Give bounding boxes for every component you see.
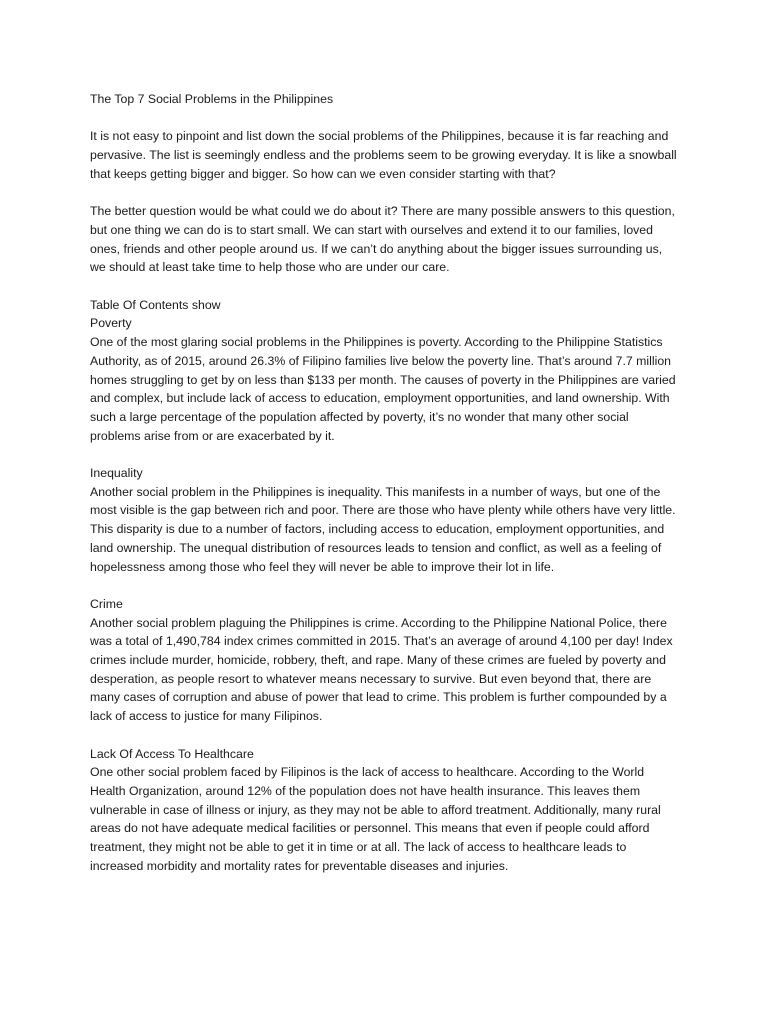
section-body-crime: Another social problem plaguing the Philippines is crime. According to the Philippine National Police, there was a total of 1,490,784 index crimes committed in 2015. That’s an average of around 4,100 per day! Index crimes include murder, homicide, robbery, theft, and rape. Many of these crimes are fueled by poverty and desperation, as people resort to whatever means necessary to survive. But even beyond that, there are many cases of corruption and abuse of power that lead to crime. This problem is further compounded by a lack of access to justice for many Filipinos.	[90, 615, 673, 724]
section-body-healthcare: One other social problem faced by Filipinos is the lack of access to healthcare. According to the World Health Organization, around 12% of the population does not have health insurance. This leaves them vulnerable in case of illness or injury, as they may not be able to afford treatment. Additionally, many rural areas do not have adequate medical facilities or personnel. This means that even if people could afford treatment, they might not be able to get it in time or at all. The lack of access to healthcare leads to increased morbidity and mortality rates for preventable diseases and injuries.	[90, 765, 661, 873]
section-heading-healthcare: Lack Of Access To Healthcare	[90, 746, 254, 761]
section-body-inequality: Another social problem in the Philippines is inequality. This manifests in a number of ways, but one of the most visible is the gap between rich and poor. There are those who have plenty while others have very little. This disparity is due to a number of factors, including access to education, employment opportunities, and land ownership. The unequal distribution of resources leads to tension and conflict, as well as a feeling of hopelessness among those who feel they will never be able to improve their lot in life.	[90, 484, 676, 574]
intro-paragraph-1: It is not easy to pinpoint and list down the social problems of the Philippines, because it is far reaching and pervasive. The list is seemingly endless and the problems seem to be growing everyday. It is like a snowball that keeps getting bigger and bigger. So how can we even consider starting with that?	[90, 129, 677, 181]
section-body-poverty: One of the most glaring social problems in the Philippines is poverty. According to the Philippine Statistics Authority, as of 2015, around 26.3% of Filipino families live below the poverty line. That’s around 7.7 million homes struggling to get by on less than $133 per month. The causes of poverty in the Philippines are varied and complex, but include lack of access to education, employment opportunities, and land ownership. With such a large percentage of the population affected by poverty, it’s no wonder that many other social problems arise from or are exacerbated by it.	[90, 335, 676, 443]
document-page	[90, 90, 680, 875]
table-of-contents-label: Table Of Contents show	[90, 297, 221, 312]
document-title: The Top 7 Social Problems in the Philippines	[90, 92, 334, 106]
section-heading-poverty: Poverty	[90, 316, 132, 331]
intro-paragraph-2: The better question would be what could we do about it? There are many possible answers to this question, but one thing we can do is to start small. We can start with ourselves and extend it to our families, loved ones, friends and other people around us. If we can’t do anything about the bigger issues surrounding us, we should at least take time to help those who are under our care.	[90, 204, 675, 275]
section-heading-crime: Crime	[90, 596, 123, 611]
section-heading-inequality: Inequality	[90, 466, 143, 480]
